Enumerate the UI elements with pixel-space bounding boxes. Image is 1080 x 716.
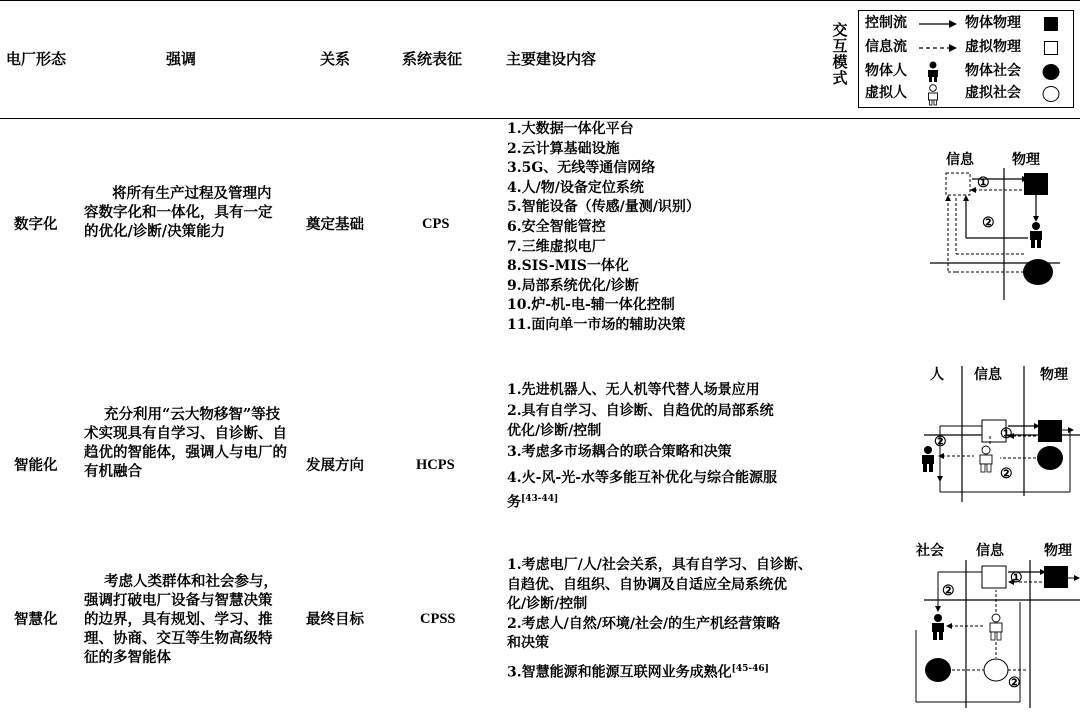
row2-content-list [507, 380, 777, 513]
list-item: 3.考虑多市场耦合的联合策略和决策 [507, 443, 732, 460]
header-emphasis: 强调 [166, 50, 197, 68]
physical-society [925, 658, 951, 682]
list-item: 4.火-风-光-水等多能互补优化与综合能源服 [507, 470, 778, 486]
legend-title: 交互模式 [832, 21, 848, 87]
list-item: 10.炉-机-电-辅一体化控制 [507, 297, 675, 314]
outline-person-icon [925, 84, 941, 106]
d3-label-society: 社会 [916, 543, 944, 559]
filled-square-icon [1043, 16, 1059, 32]
list-item-text: 务 [507, 494, 521, 511]
list-item: 自趋优、自组织、自协调及自适应全局系统优 [507, 576, 787, 593]
list-item [507, 489, 777, 513]
virtual-human [980, 446, 992, 472]
d1-interaction-diagram [930, 168, 1080, 300]
legend-info-flow: 信息流 [865, 39, 907, 55]
list-item: 和决策 [507, 635, 549, 651]
d1-label-physical: 物理 [1012, 152, 1040, 168]
d3-num-2b: ② [1008, 675, 1021, 691]
row1-content-list [507, 120, 700, 336]
row1-form: 数字化 [14, 216, 58, 233]
d3-label-physical: 物理 [1044, 543, 1072, 559]
d2-label-physical: 物理 [1040, 367, 1068, 383]
d1-label-info: 信息 [946, 152, 974, 168]
list-item-text: 3.智慧能源和能源互联网业务成熟化 [507, 664, 732, 681]
list-item: 2.云计算基础设施 [507, 140, 620, 157]
legend-virtual-human: 虚拟人 [865, 85, 907, 101]
list-item: 1.先进机器人、无人机等代替人场景应用 [507, 382, 760, 398]
legend-physical-object: 物体物理 [965, 15, 1021, 31]
legend-box [858, 10, 1074, 108]
citation: [43-44] [521, 493, 559, 504]
d1-num-2: ② [982, 215, 995, 231]
legend-physical-human: 物体人 [865, 63, 907, 79]
list-item [507, 660, 812, 683]
list-item: 11.面向单一市场的辅助决策 [507, 316, 686, 333]
list-item: 3.5G、无线等通信网络 [507, 160, 656, 177]
list-item: 2.具有自学习、自诊断、自趋优的局部系统 [507, 402, 774, 419]
solid-arrow-icon [917, 17, 957, 31]
legend-control-flow: 控制流 [865, 15, 907, 31]
physical-human [932, 614, 944, 640]
row3-relation: 最终目标 [306, 611, 364, 628]
virtual-physical-box [946, 173, 970, 195]
row1-system: CPS [422, 216, 450, 232]
d3-num-1: ① [1010, 570, 1023, 586]
d2-label-info: 信息 [974, 367, 1002, 383]
citation: [45-46] [731, 663, 769, 674]
header-rule [0, 118, 1080, 119]
list-item: 5.智能设备（传感/量测/识别） [507, 199, 700, 216]
virtual-human [990, 614, 1002, 640]
virtual-physical-box [982, 566, 1006, 588]
row3-system: CPSS [420, 611, 456, 627]
row1-emphasis: 将所有生产过程及管理内容数字化和一体化，具有一定的优化/诊断/决策能力 [84, 185, 273, 240]
list-item: 8.SIS-MIS一体化 [507, 258, 629, 275]
physical-society [1037, 446, 1063, 470]
row2-emphasis: 充分利用“云大物移智”等技术实现具有自学习、自诊断、自趋优的智能体，强调人与电厂的有机融合 [84, 406, 287, 480]
d3-interaction-diagram [910, 560, 1080, 714]
header-relation: 关系 [320, 50, 351, 68]
dashed-arrow-icon [917, 41, 957, 55]
legend-physical-society: 物体社会 [965, 63, 1021, 79]
row2-form: 智能化 [14, 457, 58, 474]
filled-ellipse-icon [1041, 63, 1061, 81]
list-item: 优化/诊断/控制 [507, 423, 602, 439]
physical-object-box [1044, 566, 1068, 588]
d2-num-2b: ② [1000, 466, 1013, 482]
list-item: 2.考虑人/自然/环境/社会/的生产机经营策略 [507, 615, 781, 632]
list-item: 化/诊断/控制 [507, 596, 588, 612]
top-rule [0, 0, 1080, 1]
virtual-society [984, 659, 1008, 681]
list-item: 4.人/物/设备定位系统 [507, 179, 644, 196]
d2-num-2: ② [934, 434, 947, 450]
row2-system: HCPS [416, 457, 455, 473]
list-item: 7.三维虚拟电厂 [507, 238, 606, 255]
d3-label-info: 信息 [976, 543, 1004, 559]
row1-relation: 奠定基础 [306, 216, 364, 233]
physical-human [922, 446, 934, 472]
header-content: 主要建设内容 [506, 50, 597, 68]
physical-object-box [1024, 173, 1048, 195]
header-system: 系统表征 [402, 50, 463, 68]
header-form: 电厂形态 [6, 50, 67, 68]
row3-form: 智慧化 [14, 611, 58, 628]
row2-relation: 发展方向 [306, 457, 364, 474]
physical-object-box [1038, 420, 1062, 442]
empty-square-icon [1043, 40, 1059, 56]
empty-ellipse-icon [1041, 85, 1061, 103]
legend-virtual-society: 虚拟社会 [965, 85, 1021, 101]
d2-label-human: 人 [930, 367, 944, 383]
list-item: 1.大数据一体化平台 [507, 121, 634, 137]
d2-num-1: ① [1000, 426, 1013, 442]
legend-virtual-physical: 虚拟物理 [965, 39, 1021, 55]
list-item: 9.局部系统优化/诊断 [507, 277, 639, 294]
d1-num-1: ① [977, 175, 990, 191]
row3-content-list [507, 556, 812, 683]
list-item: 6.安全智能管控 [507, 218, 606, 235]
physical-human [1030, 222, 1042, 248]
d3-num-2: ② [942, 583, 955, 599]
filled-person-icon [925, 61, 941, 83]
physical-society [1023, 259, 1053, 285]
row3-emphasis: 考虑人类群体和社会参与，强调打破电厂设备与智慧决策的边界，具有规划、学习、推理、协商、交互等生物高级特征的多智能体 [84, 573, 278, 666]
list-item: 1.考虑电厂/人/社会关系，具有自学习、自诊断、 [507, 557, 812, 573]
